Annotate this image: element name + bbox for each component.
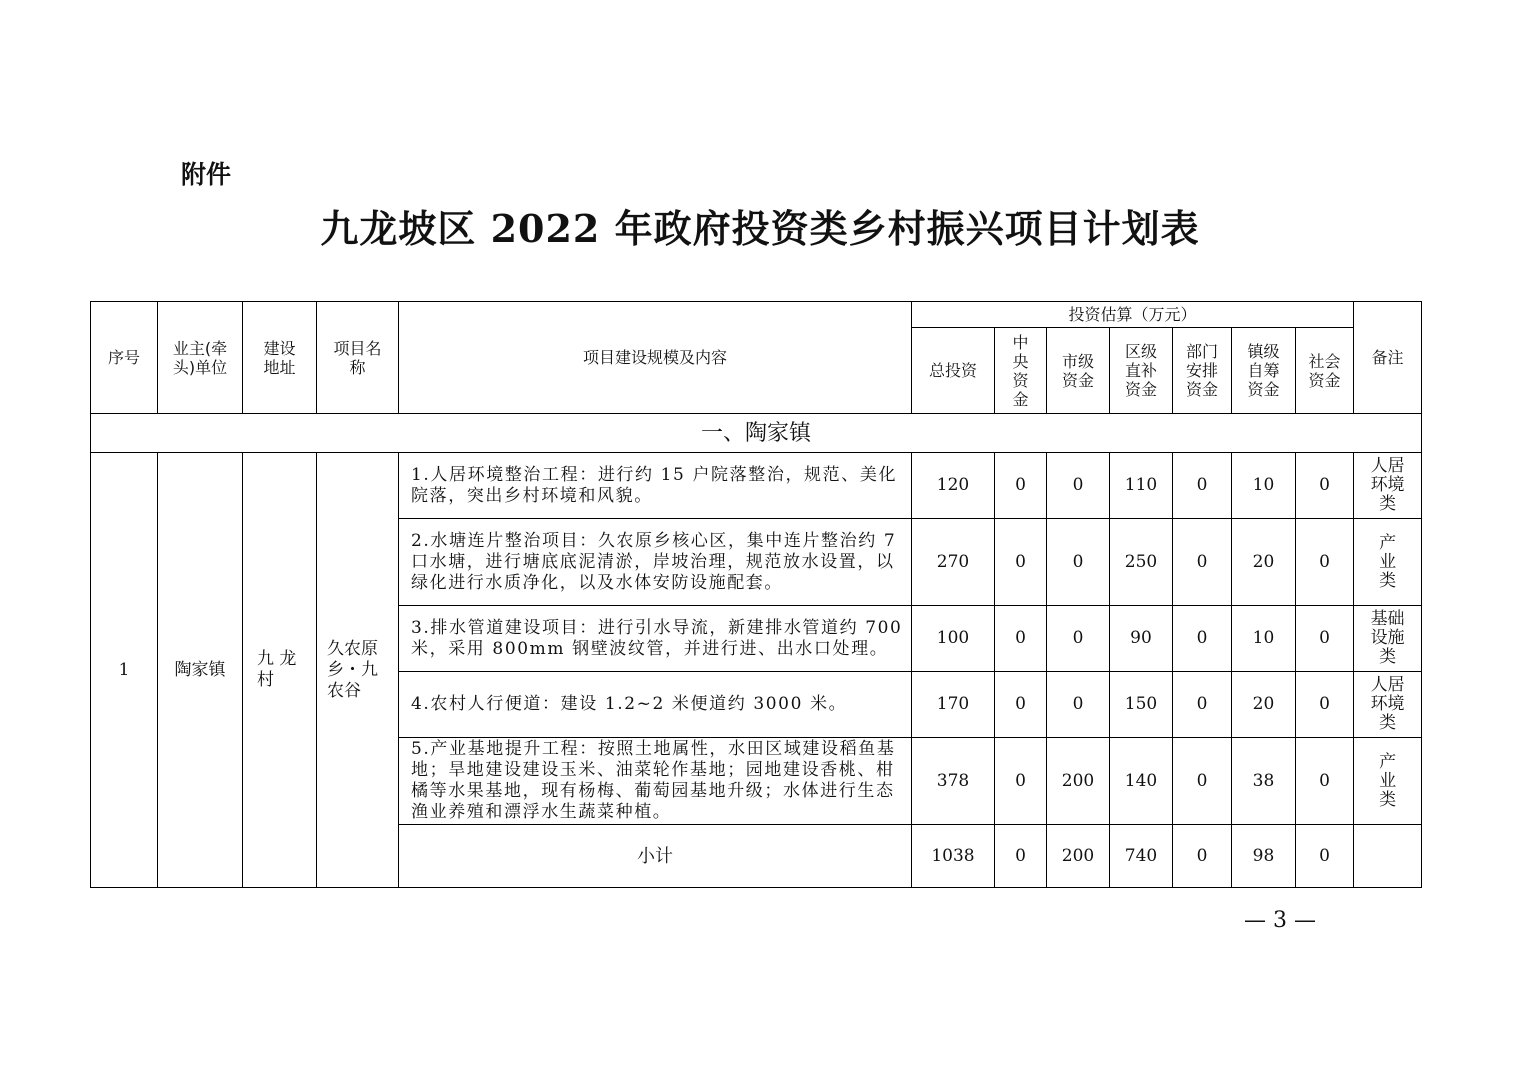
cell-city: 0 (1047, 672, 1110, 738)
cell-town: 38 (1232, 738, 1296, 825)
cell-dept: 0 (1173, 519, 1232, 606)
subtotal-social: 0 (1296, 825, 1354, 888)
cell-district: 90 (1110, 606, 1173, 672)
cell-dept: 0 (1173, 672, 1232, 738)
subtotal-remark (1354, 825, 1422, 888)
cell-project-name: 久农原乡・九农谷 (317, 453, 399, 888)
header-seq: 序号 (91, 302, 158, 414)
subtotal-dept: 0 (1173, 825, 1232, 888)
header-central: 中央资金 (995, 328, 1047, 414)
cell-district: 250 (1110, 519, 1173, 606)
cell-district: 150 (1110, 672, 1173, 738)
cell-town: 10 (1232, 453, 1296, 519)
cell-district: 110 (1110, 453, 1173, 519)
cell-content: 2.水塘连片整治项目：久农原乡核心区，集中连片整治约 7 口水塘，进行塘底底泥清淤，岸坡治理，规范放水设置，以绿化进行水质净化，以及水体安防设施配套。 (399, 519, 912, 606)
subtotal-total: 1038 (912, 825, 995, 888)
cell-social: 0 (1296, 672, 1354, 738)
cell-social: 0 (1296, 519, 1354, 606)
header-content: 项目建设规模及内容 (399, 302, 912, 414)
cell-city: 200 (1047, 738, 1110, 825)
cell-remark: 人居环境类 (1354, 672, 1422, 738)
header-dept: 部门安排资金 (1173, 328, 1232, 414)
cell-dept: 0 (1173, 453, 1232, 519)
cell-content: 1.人居环境整治工程：进行约 15 户院落整治，规范、美化院落，突出乡村环境和风貌。 (399, 453, 912, 519)
cell-social: 0 (1296, 606, 1354, 672)
cell-social: 0 (1296, 738, 1354, 825)
header-site: 建设地址 (243, 302, 317, 414)
attachment-label: 附件 (181, 160, 232, 189)
cell-central: 0 (995, 453, 1047, 519)
cell-total: 100 (912, 606, 995, 672)
subtotal-district: 740 (1110, 825, 1173, 888)
cell-central: 0 (995, 738, 1047, 825)
cell-content: 5.产业基地提升工程：按照土地属性，水田区域建设稻鱼基地；旱地建设建设玉米、油菜轮作基地；园地建设香桃、柑橘等水果基地，现有杨梅、葡萄园基地升级；水体进行生态渔业养殖和漂浮水生蔬菜种植。 (399, 738, 912, 825)
header-city: 市级资金 (1047, 328, 1110, 414)
cell-remark: 产业类 (1354, 738, 1422, 825)
project-plan-table (90, 301, 1422, 888)
subtotal-central: 0 (995, 825, 1047, 888)
cell-district: 140 (1110, 738, 1173, 825)
cell-owner: 陶家镇 (158, 453, 243, 888)
cell-town: 20 (1232, 519, 1296, 606)
cell-total: 270 (912, 519, 995, 606)
cell-central: 0 (995, 672, 1047, 738)
cell-seq: 1 (91, 453, 158, 888)
section-title: 一、陶家镇 (91, 414, 1422, 453)
cell-city: 0 (1047, 453, 1110, 519)
cell-dept: 0 (1173, 606, 1232, 672)
cell-total: 378 (912, 738, 995, 825)
cell-total: 170 (912, 672, 995, 738)
document-title: 九龙坡区 2022 年政府投资类乡村振兴项目计划表 (320, 206, 1200, 251)
cell-social: 0 (1296, 453, 1354, 519)
cell-central: 0 (995, 606, 1047, 672)
cell-remark: 产业类 (1354, 519, 1422, 606)
subtotal-city: 200 (1047, 825, 1110, 888)
header-owner: 业主(牵头)单位 (158, 302, 243, 414)
cell-town: 10 (1232, 606, 1296, 672)
cell-site: 九 龙 村 (243, 453, 317, 888)
header-investment-group: 投资估算（万元） (912, 302, 1354, 328)
cell-central: 0 (995, 519, 1047, 606)
subtotal-town: 98 (1232, 825, 1296, 888)
cell-remark: 基础设施类 (1354, 606, 1422, 672)
header-district: 区级直补资金 (1110, 328, 1173, 414)
cell-remark: 人居环境类 (1354, 453, 1422, 519)
header-total: 总投资 (912, 328, 995, 414)
header-remark: 备注 (1354, 302, 1422, 414)
cell-city: 0 (1047, 519, 1110, 606)
cell-content: 4.农村人行便道：建设 1.2~2 米便道约 3000 米。 (399, 672, 912, 738)
header-project-name: 项目名称 (317, 302, 399, 414)
page-number: — 3 — (1244, 908, 1316, 933)
cell-town: 20 (1232, 672, 1296, 738)
header-town: 镇级自筹资金 (1232, 328, 1296, 414)
cell-city: 0 (1047, 606, 1110, 672)
header-social: 社会资金 (1296, 328, 1354, 414)
cell-content: 3.排水管道建设项目：进行引水导流，新建排水管道约 700 米，采用 800mm 钢壁波纹管，并进行进、出水口处理。 (399, 606, 912, 672)
cell-total: 120 (912, 453, 995, 519)
subtotal-label: 小计 (399, 825, 912, 888)
cell-dept: 0 (1173, 738, 1232, 825)
table-row (91, 453, 1422, 519)
